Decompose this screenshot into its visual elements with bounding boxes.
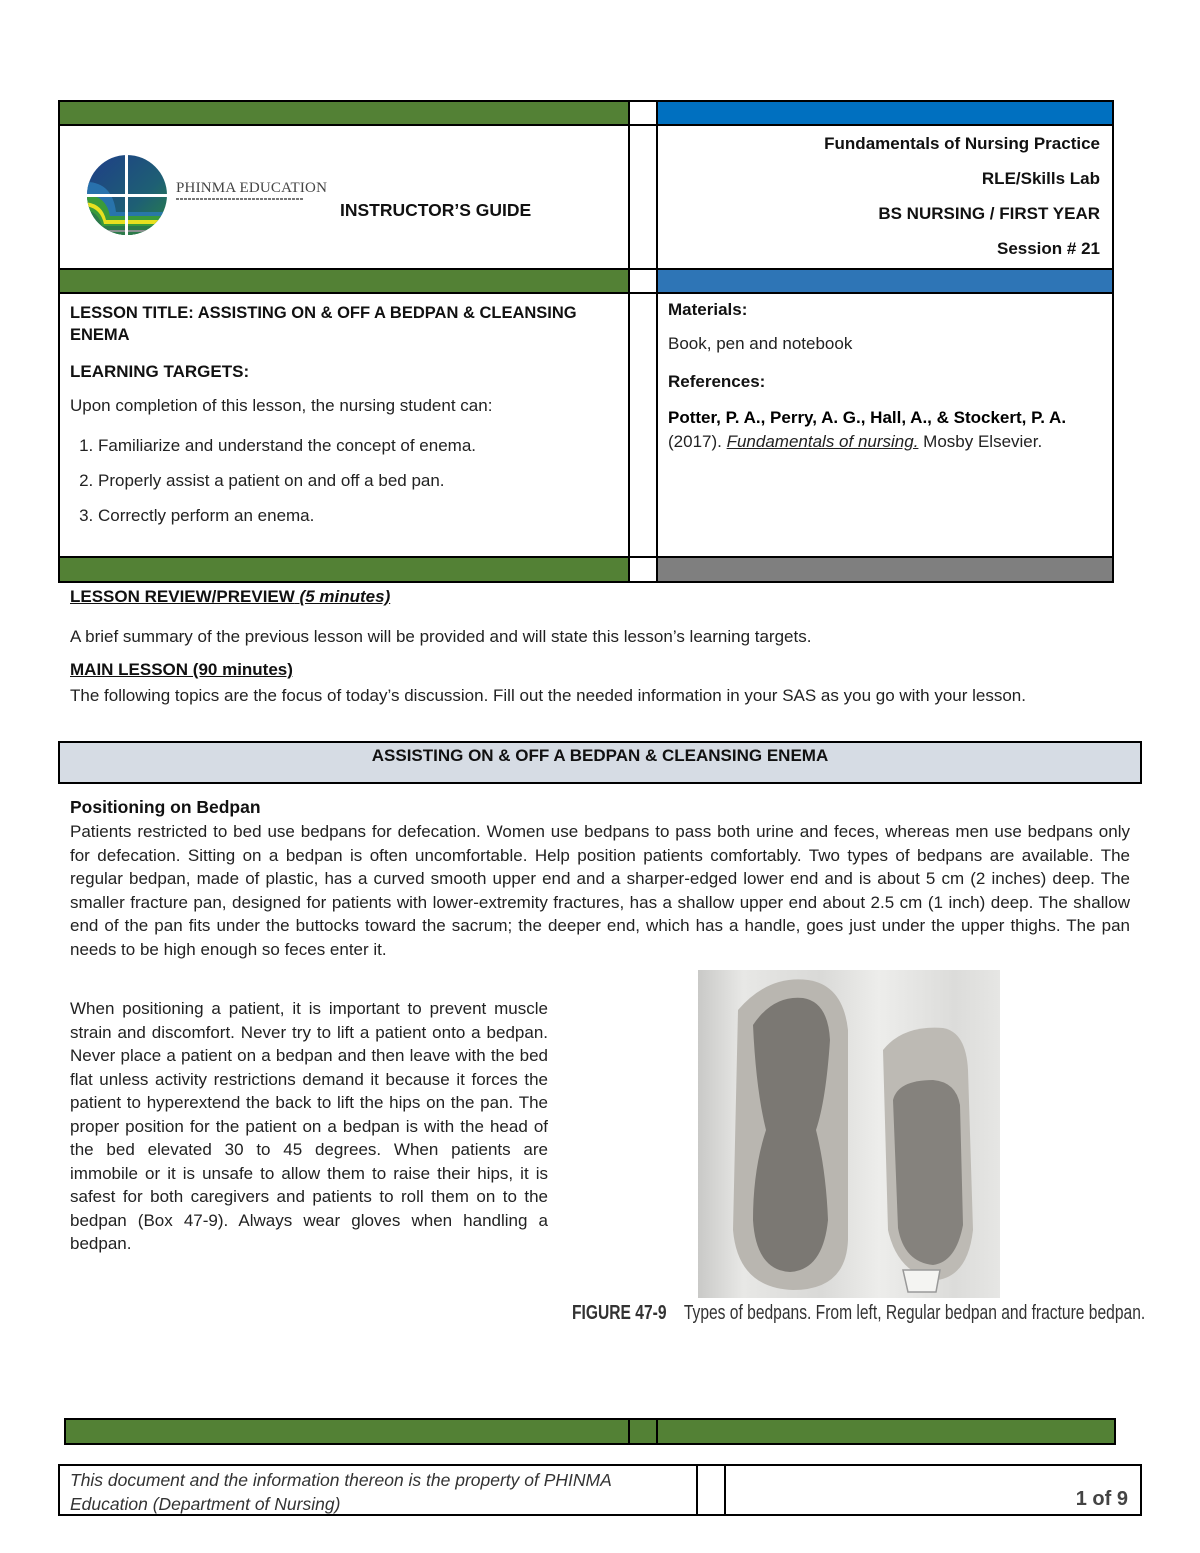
footer-spacer-cell (696, 1464, 726, 1516)
figure-caption-text: Types of bedpans. From left, Regular bedpan and fracture bedpan. (683, 1302, 1146, 1324)
phinma-tagline-decoration (176, 198, 304, 200)
learning-target-item: 3. Correctly perform an enema. (98, 498, 618, 533)
course-name: Fundamentals of Nursing Practice (824, 134, 1100, 153)
reference-book-title: Fundamentals of nursing. (726, 432, 919, 451)
main-lesson-heading: MAIN LESSON (90 minutes) (70, 660, 293, 679)
header-bar-blue (656, 100, 1114, 126)
section-title: Positioning on Bedpan (70, 797, 261, 817)
learning-targets-list (70, 428, 618, 533)
phinma-brand-text: PHINMA EDUCATION (176, 180, 328, 196)
header-spacer-cell (628, 124, 658, 270)
bottom-bar-green (58, 556, 630, 583)
learning-target-item: 1. Familiarize and understand the concept of enema. (98, 428, 618, 463)
lesson-spacer-cell (628, 292, 658, 558)
header-left-cell (58, 124, 630, 270)
review-heading (70, 587, 390, 607)
paragraph-bedpan-types: Patients restricted to bed use bedpans for defecation. Women use bedpans to pass both urine and feces, whereas men use bedpans only for defecation. Sitting on a bedpan is often uncomfortable. Help position patients comfortably. Two types of bedpans are available. The regular bedpan, made of plastic, has a curved smooth upper end and a sharper-edged lower end and is about 5 cm (2 inches) deep. The smaller fracture pan, designed for patients with lower-extremity fractures, has a shallow upper end about 2.5 cm (1 inch) deep. The shallow end of the pan fits under the buttocks toward the sacrum; the deeper end, which has a handle, goes just under the upper thighs. The pan needs to be high enough so feces enter it. (70, 822, 1130, 959)
materials-label: Materials: (668, 300, 748, 319)
reference-publisher: Mosby Elsevier. (918, 432, 1043, 451)
middle-bar-blue (656, 268, 1114, 294)
reference-authors: Potter, P. A., Perry, A. G., Hall, A., & Stockert, P. A. (668, 408, 1067, 427)
materials-value: Book, pen and notebook (668, 334, 853, 353)
lesson-title: LESSON TITLE: ASSISTING ON & OFF A BEDPAN & CLEANSING ENEMA (70, 304, 577, 344)
footer-bar-green-left (64, 1418, 630, 1445)
subject-name: RLE/Skills Lab (981, 169, 1100, 188)
learning-target-item: 2. Properly assist a patient on and off a bed pan. (98, 463, 618, 498)
paragraph-positioning: When positioning a patient, it is important to prevent muscle strain and discomfort. Never try to lift a patient onto a bedpan. Never place a patient on a bedpan and then leave with the bed flat unless activity restrictions demand it because it forces the patient to hyperextend the back to lift the hips on the pan. The proper position for the patient on a bedpan is with the head of the bed elevated 30 to 45 degrees. When patients are immobile or it is unsafe to allow them to raise their hips, it is safest for both caregivers and patients to roll them on to the bedpan (Box 47-9). Always wear gloves when handling a bedpan. (70, 999, 548, 1253)
header-right-cell (656, 124, 1114, 270)
materials-references-cell (656, 292, 1114, 558)
learning-targets-label: LEARNING TARGETS: (70, 362, 250, 381)
bottom-bar-gray (656, 556, 1114, 583)
bedpans-illustration (698, 970, 1000, 1298)
footer-property-notice: This document and the information thereon is the property of PHINMA Education (Department of Nursing) (58, 1464, 698, 1516)
main-lesson-text: The following topics are the focus of today’s discussion. Fill out the needed information in your SAS as you go with your lesson. (70, 686, 1026, 705)
reference-entry (668, 406, 1102, 454)
header-bar-green (58, 100, 630, 126)
middle-bar-spacer (628, 268, 658, 294)
figure-caption (572, 1302, 1145, 1325)
page-number: 1 of 9 (724, 1464, 1142, 1516)
session-number: Session # 21 (996, 239, 1100, 258)
learning-targets-intro: Upon completion of this lesson, the nursing student can: (70, 396, 493, 415)
topic-banner: ASSISTING ON & OFF A BEDPAN & CLEANSING ENEMA (58, 741, 1142, 784)
references-label: References: (668, 372, 766, 391)
reference-year: (2017). (668, 432, 727, 451)
bedpan-figure-image (698, 970, 1000, 1298)
review-duration: (5 minutes) (299, 587, 391, 606)
doc-type-title: INSTRUCTOR’S GUIDE (340, 200, 532, 220)
bottom-bar-spacer (628, 556, 658, 583)
footer-bar-green-right (656, 1418, 1116, 1445)
figure-label: FIGURE 47-9 (572, 1302, 667, 1324)
review-text: A brief summary of the previous lesson will be provided and will state this lesson’s learning targets. (70, 627, 812, 646)
review-heading-text: LESSON REVIEW/PREVIEW (70, 587, 295, 606)
footer-bar-green-spacer (628, 1418, 658, 1445)
program-name: BS NURSING / FIRST YEAR (878, 204, 1100, 223)
header-bar-spacer (628, 100, 658, 126)
lesson-info-cell (58, 292, 630, 558)
middle-bar-green (58, 268, 630, 294)
phinma-logo-icon (82, 150, 172, 240)
